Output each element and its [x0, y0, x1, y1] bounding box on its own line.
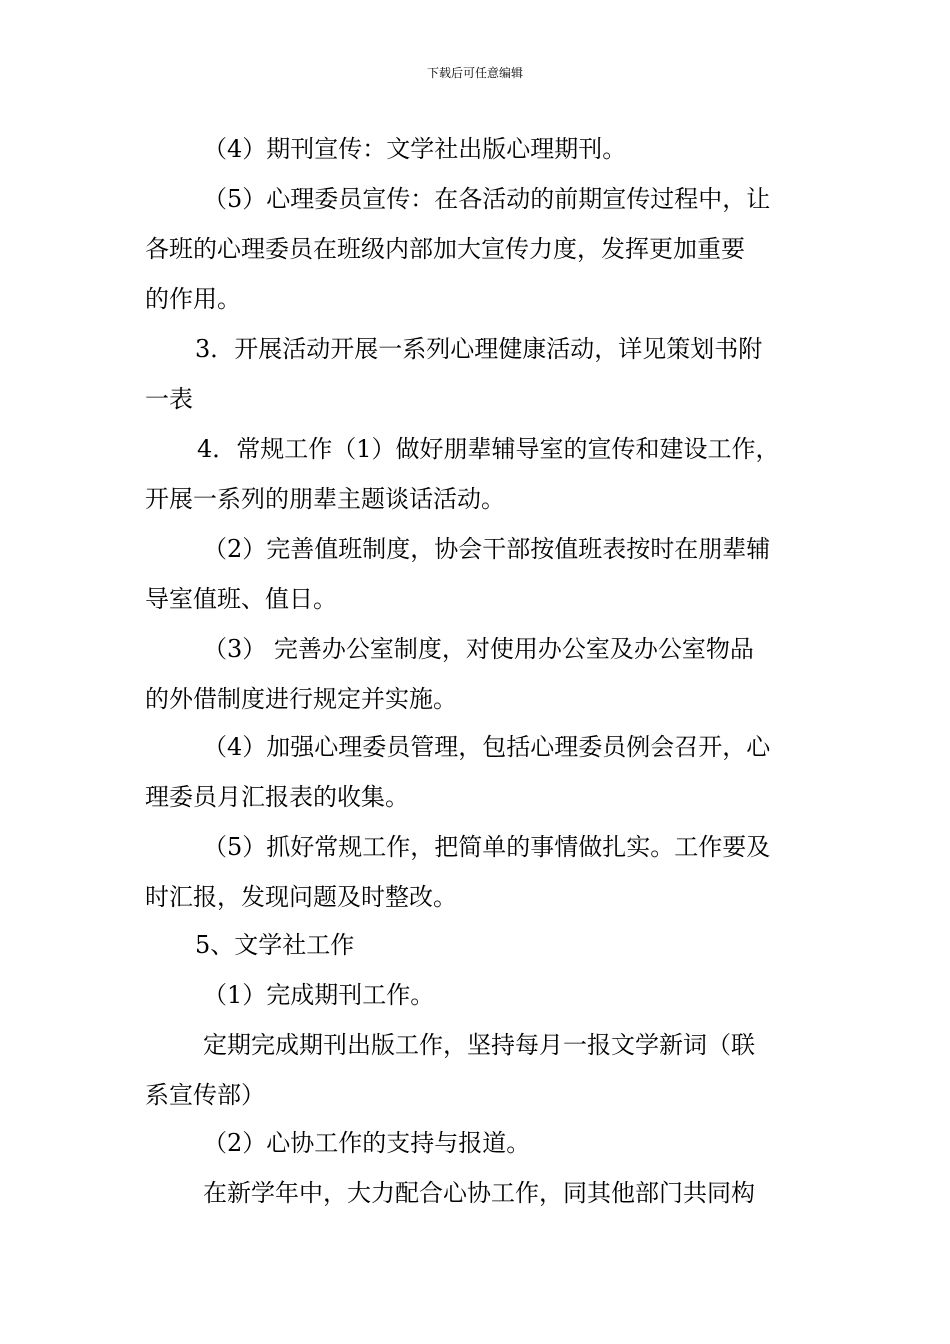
- text-line: 理委员月汇报表的收集。: [145, 783, 409, 811]
- text-line: 开展一系列的朋辈主题谈话活动。: [145, 485, 505, 513]
- paragraph-activities: [145, 324, 825, 424]
- text-line: 的作用。: [145, 285, 241, 313]
- page-header: 下载后可任意编辑: [426, 66, 523, 80]
- text-line: （1）完成期刊工作。: [203, 981, 435, 1009]
- text-line: 一表: [145, 385, 193, 413]
- paragraph-routine-reporting: [145, 822, 825, 922]
- paragraph-duty-system: [145, 524, 825, 624]
- text-line: （4）期刊宣传：文学社出版心理期刊。: [203, 135, 627, 163]
- paragraph-literary-society: [145, 920, 825, 970]
- paragraph-periodical-publicity: [145, 124, 825, 174]
- text-line: 时汇报，发现问题及时整改。: [145, 883, 457, 911]
- paragraph-periodical-schedule: [145, 1020, 825, 1120]
- text-line: （2）心协工作的支持与报道。: [203, 1129, 531, 1157]
- paragraph-association-support: [145, 1118, 825, 1168]
- text-line: 导室值班、值日。: [145, 585, 337, 613]
- paragraph-routine-work: [145, 424, 825, 524]
- paragraph-office-system: [145, 624, 825, 724]
- paragraph-psych-committee-publicity: [145, 174, 825, 324]
- text-line: 定期完成期刊出版工作，坚持每月一报文学新词（联: [203, 1031, 755, 1059]
- text-line: （5）抓好常规工作，把简单的事情做扎实。工作要及: [203, 833, 771, 861]
- paragraph-new-year-cooperation: [145, 1168, 825, 1218]
- text-line: 在新学年中，大力配合心协工作，同其他部门共同构: [203, 1179, 755, 1207]
- text-line: （5）心理委员宣传：在各活动的前期宣传过程中，让: [203, 185, 771, 213]
- text-line: 4．常规工作（1）做好朋辈辅导室的宣传和建设工作，: [197, 435, 780, 463]
- text-line: （3） 完善办公室制度，对使用办公室及办公室物品: [203, 635, 754, 663]
- text-line: 3．开展活动开展一系列心理健康活动，详见策划书附: [195, 335, 763, 363]
- paragraph-periodical-work: [145, 970, 825, 1020]
- text-line: （4）加强心理委员管理，包括心理委员例会召开，心: [203, 733, 771, 761]
- text-line: 系宣传部）: [145, 1081, 265, 1109]
- text-line: 的外借制度进行规定并实施。: [145, 685, 457, 713]
- text-line: （2）完善值班制度，协会干部按值班表按时在朋辈辅: [203, 535, 771, 563]
- text-line: 5、文学社工作: [195, 931, 355, 959]
- paragraph-committee-management: [145, 722, 825, 822]
- text-line: 各班的心理委员在班级内部加大宣传力度，发挥更加重要: [145, 235, 745, 263]
